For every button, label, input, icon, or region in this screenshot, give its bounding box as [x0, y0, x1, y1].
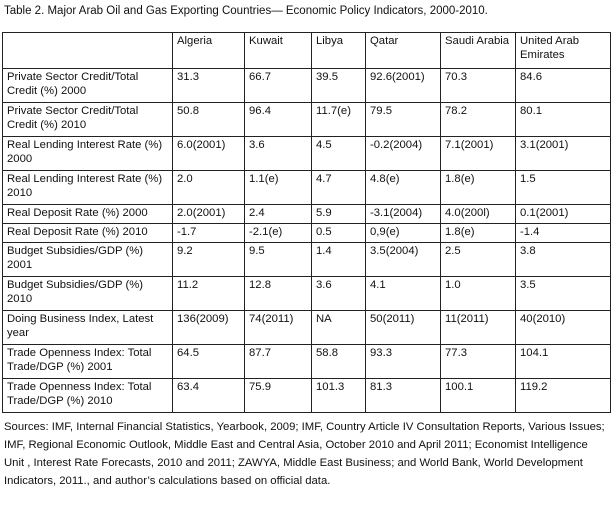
header-cell-kuwait: Kuwait: [245, 33, 312, 69]
table-cell: 50(2011): [366, 311, 441, 345]
table-cell: 100.1: [441, 379, 516, 413]
row-label: Real Deposit Rate (%) 2010: [3, 224, 173, 243]
table-cell: 64.5: [173, 345, 245, 379]
table-cell: 2.4: [245, 205, 312, 224]
table-cell: 96.4: [245, 103, 312, 137]
table-cell: 0,9(e): [366, 224, 441, 243]
row-label: Real Deposit Rate (%) 2000: [3, 205, 173, 224]
table-cell: 0.1(2001): [516, 205, 611, 224]
table-cell: 4.0(200l): [441, 205, 516, 224]
table-cell: 101.3: [312, 379, 366, 413]
table-cell: 79.5: [366, 103, 441, 137]
table-cell: -2.1(e): [245, 224, 312, 243]
row-label: Private Sector Credit/Total Credit (%) 2010: [3, 103, 173, 137]
header-cell-qatar: Qatar: [366, 33, 441, 69]
table-cell: 3.5(2004): [366, 243, 441, 277]
table-cell: 87.7: [245, 345, 312, 379]
table-row: [3, 103, 611, 137]
table-cell: -3.1(2004): [366, 205, 441, 224]
table-cell: 74(2011): [245, 311, 312, 345]
table-cell: 50.8: [173, 103, 245, 137]
header-cell-libya: Libya: [312, 33, 366, 69]
table-cell: 75.9: [245, 379, 312, 413]
table-cell: 5.9: [312, 205, 366, 224]
table-cell: 6.0(2001): [173, 137, 245, 171]
table-cell: 77.3: [441, 345, 516, 379]
table-row: [3, 243, 611, 277]
table-cell: 4.7: [312, 171, 366, 205]
table-row: [3, 345, 611, 379]
header-row: [3, 33, 611, 69]
table-cell: 63.4: [173, 379, 245, 413]
table-cell: -1.7: [173, 224, 245, 243]
table-cell: 7.1(2001): [441, 137, 516, 171]
table-cell: -0.2(2004): [366, 137, 441, 171]
table-cell: 58.8: [312, 345, 366, 379]
table-cell: 11.2: [173, 277, 245, 311]
table-row: [3, 171, 611, 205]
table-cell: 119.2: [516, 379, 611, 413]
table-cell: 3.6: [245, 137, 312, 171]
table-cell: 0.5: [312, 224, 366, 243]
table-row: [3, 224, 611, 243]
table-cell: 1.8(e): [441, 224, 516, 243]
row-label: Budget Subsidies/GDP (%) 2010: [3, 277, 173, 311]
table-cell: 31.3: [173, 69, 245, 103]
table-cell: 4.1: [366, 277, 441, 311]
table-cell: 2.0(2001): [173, 205, 245, 224]
table-cell: 1.0: [441, 277, 516, 311]
table-row: [3, 205, 611, 224]
table-cell: 1.1(e): [245, 171, 312, 205]
table-cell: 3.8: [516, 243, 611, 277]
table-cell: 40(2010): [516, 311, 611, 345]
table-cell: 11.7(e): [312, 103, 366, 137]
table-cell: 39.5: [312, 69, 366, 103]
table-row: [3, 69, 611, 103]
row-label: Private Sector Credit/Total Credit (%) 2000: [3, 69, 173, 103]
table-cell: 80.1: [516, 103, 611, 137]
table-body: [3, 69, 611, 413]
table-cell: NA: [312, 311, 366, 345]
row-label: Real Lending Interest Rate (%) 2010: [3, 171, 173, 205]
row-label: Real Lending Interest Rate (%) 2000: [3, 137, 173, 171]
table-cell: -1.4: [516, 224, 611, 243]
table-cell: 104.1: [516, 345, 611, 379]
header-cell-saudi-arabia: Saudi Arabia: [441, 33, 516, 69]
table-cell: 136(2009): [173, 311, 245, 345]
header-cell-uae: United Arab Emirates: [516, 33, 611, 69]
table-cell: 3.6: [312, 277, 366, 311]
header-cell-empty: [3, 33, 173, 69]
table-row: [3, 379, 611, 413]
table-cell: 1.4: [312, 243, 366, 277]
table-cell: 12.8: [245, 277, 312, 311]
table-cell: 11(2011): [441, 311, 516, 345]
header-cell-algeria: Algeria: [173, 33, 245, 69]
table-cell: 1.5: [516, 171, 611, 205]
table-cell: 3.1(2001): [516, 137, 611, 171]
table-cell: 2.0: [173, 171, 245, 205]
table-cell: 93.3: [366, 345, 441, 379]
table-cell: 78.2: [441, 103, 516, 137]
row-label: Trade Openness Index: Total Trade/DGP (%) 2001: [3, 345, 173, 379]
table-cell: 70.3: [441, 69, 516, 103]
table-row: [3, 277, 611, 311]
table-cell: 9.5: [245, 243, 312, 277]
row-label: Doing Business Index, Latest year: [3, 311, 173, 345]
table-cell: 81.3: [366, 379, 441, 413]
table-row: [3, 311, 611, 345]
row-label: Trade Openness Index: Total Trade/DGP (%) 2010: [3, 379, 173, 413]
table-cell: 92.6(2001): [366, 69, 441, 103]
table-cell: 3.5: [516, 277, 611, 311]
table-cell: 1.8(e): [441, 171, 516, 205]
row-label: Budget Subsidies/GDP (%) 2001: [3, 243, 173, 277]
table-cell: 4.5: [312, 137, 366, 171]
indicators-table: [2, 32, 611, 413]
table-cell: 4.8(e): [366, 171, 441, 205]
table-cell: 9.2: [173, 243, 245, 277]
table-cell: 66.7: [245, 69, 312, 103]
table-row: [3, 137, 611, 171]
table-cell: 84.6: [516, 69, 611, 103]
table-cell: 2.5: [441, 243, 516, 277]
sources-note: Sources: IMF, Internal Financial Statistics, Yearbook, 2009; IMF, Country Article IV Consultation Reports, Various Issues; IMF, Regional Economic Outlook, Middle East and Central Asia, October 2010 and April 2011; Economist Intelligence Unit , Interest Rate Forecasts, 2010 and 2011; ZAWYA, Middle East Business; and World Bank, World Development Indicators, 2011., and author’s calculations based on official data.: [4, 421, 605, 487]
table-title: Table 2. Major Arab Oil and Gas Exporting Countries— Economic Policy Indicators, 2000-2010.: [4, 5, 488, 17]
